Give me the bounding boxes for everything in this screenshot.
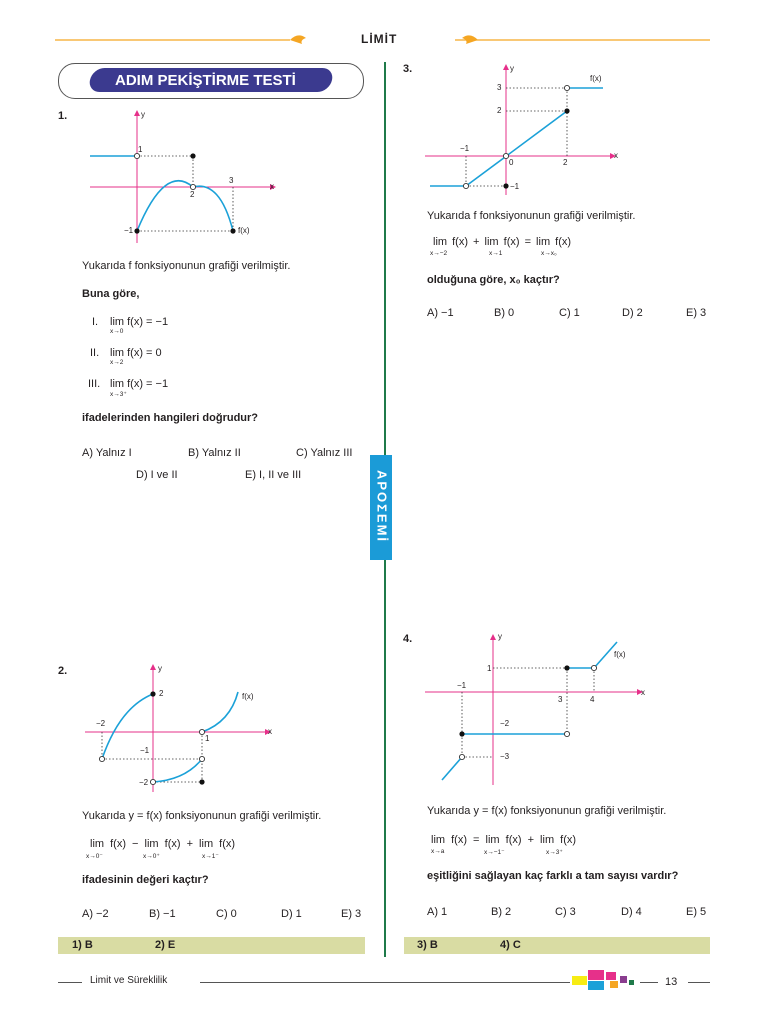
answer-key-right	[404, 937, 710, 954]
footer-line-left	[58, 982, 82, 983]
q1-item-2-roman: II.	[90, 347, 100, 359]
q1-text: Yukarıda f fonksiyonunun grafiği verilmiştir.	[82, 260, 291, 272]
q1-option-a[interactable]: A) Yalnız I	[82, 447, 132, 459]
q4-option-a[interactable]: A) 1	[427, 906, 448, 918]
q2-label-fx: f(x)	[242, 692, 254, 701]
q2-option-a[interactable]: A) −2	[82, 908, 109, 920]
q2-y-label: y	[158, 664, 162, 673]
q2-sub-3: x→1⁻	[202, 853, 219, 860]
q3-option-e[interactable]: E) 3	[686, 307, 707, 319]
q2-number: 2.	[58, 665, 68, 677]
q4-option-c[interactable]: C) 3	[555, 906, 576, 918]
q4-number: 4.	[403, 633, 413, 645]
q3-question: olduğuna göre, x₀ kaçtır?	[427, 274, 560, 286]
q3-label-2-y: 2	[497, 106, 502, 115]
q4-x-label: x	[641, 688, 645, 697]
q4-label-3: 3	[558, 695, 563, 704]
q3-number: 3.	[403, 63, 413, 75]
q1-label-fx: f(x)	[238, 226, 250, 235]
q2-label-minus2-y: −2	[139, 778, 149, 787]
q2-option-c[interactable]: C) 0	[216, 908, 237, 920]
q3-sub-1: x→−2	[430, 250, 448, 257]
q1-label-2: 2	[190, 190, 195, 199]
footer-color-blocks	[572, 970, 642, 994]
q3-label-3: 3	[497, 83, 502, 92]
q1-number: 1.	[58, 110, 68, 122]
q1-option-b[interactable]: B) Yalnız II	[188, 447, 241, 459]
q2-text: Yukarıda y = f(x) fonksiyonunun grafiği verilmiştir.	[82, 810, 322, 822]
q3-y-label: y	[510, 64, 514, 73]
q3-x-label: x	[614, 151, 618, 160]
q3-option-b[interactable]: B) 0	[494, 307, 515, 319]
q1-question: ifadelerinden hangileri doğrudur?	[82, 412, 259, 424]
q4-sub-2: x→−1⁻	[484, 849, 505, 856]
footer-title: Limit ve Süreklilik	[90, 975, 168, 986]
q3-option-a[interactable]: A) −1	[427, 307, 454, 319]
q4-sub-1: x→a	[431, 848, 445, 855]
q2-option-e[interactable]: E) 3	[341, 908, 362, 920]
q4-label-4: 4	[590, 695, 595, 704]
answer-key-left	[58, 937, 365, 954]
q1-item-3-roman: III.	[88, 378, 101, 390]
q2-label-2: 2	[159, 689, 164, 698]
answer-2: 2) E	[155, 939, 176, 951]
q1-item-1-sub: x→0	[110, 328, 124, 335]
q1-prompt: Buna göre,	[82, 288, 140, 300]
q2-sub-2: x→0⁺	[143, 853, 160, 860]
q4-label-minus1: −1	[457, 681, 467, 690]
banner-title: ADIM PEKİŞTİRME TESTİ	[115, 72, 296, 89]
q3-option-d[interactable]: D) 2	[622, 307, 643, 319]
q2-expr: lim f(x) − lim f(x) + lim f(x)	[90, 838, 236, 850]
q1-graph	[80, 108, 280, 248]
q4-question: eşitliğini sağlayan kaç farklı a tam sayısı vardır?	[427, 870, 679, 882]
q3-label-minus1-x: −1	[460, 144, 470, 153]
q4-y-label: y	[498, 632, 502, 641]
side-logo	[370, 455, 392, 560]
page-number: 13	[665, 976, 678, 988]
q2-sub-1: x→0⁻	[86, 853, 103, 860]
answer-3: 3) B	[417, 939, 438, 951]
q1-option-e[interactable]: E) I, II ve III	[245, 469, 302, 481]
q4-label-1: 1	[487, 664, 492, 673]
q3-sub-3: x→x₀	[541, 250, 557, 257]
q4-label-minus3: −3	[500, 752, 510, 761]
q1-item-2-expr: lim f(x) = 0	[110, 347, 162, 359]
q4-option-e[interactable]: E) 5	[686, 906, 707, 918]
q3-label-fx: f(x)	[590, 74, 602, 83]
q1-item-1-expr: lim f(x) = −1	[110, 316, 169, 328]
q4-expr: lim f(x) = lim f(x) + lim f(x)	[431, 834, 577, 846]
answer-4: 4) C	[500, 939, 521, 951]
q4-option-b[interactable]: B) 2	[491, 906, 512, 918]
q2-label-minus2: −2	[96, 719, 106, 728]
q3-option-c[interactable]: C) 1	[559, 307, 580, 319]
q1-x-label: x	[270, 182, 274, 191]
footer-line-right-a	[640, 982, 658, 983]
q4-text: Yukarıda y = f(x) fonksiyonunun grafiği verilmiştir.	[427, 805, 667, 817]
q1-item-1-roman: I.	[92, 316, 99, 328]
q4-label-fx: f(x)	[614, 650, 626, 659]
q4-option-d[interactable]: D) 4	[621, 906, 642, 918]
q4-label-minus2: −2	[500, 719, 510, 728]
q1-label-minus1: −1	[124, 226, 134, 235]
q1-option-c[interactable]: C) Yalnız III	[296, 447, 353, 459]
q2-label-1: 1	[205, 734, 210, 743]
q2-label-minus1: −1	[140, 746, 150, 755]
q1-y-label: y	[141, 110, 145, 119]
q1-option-d[interactable]: D) I ve II	[136, 469, 178, 481]
footer-line-mid	[200, 982, 570, 983]
q4-sub-3: x→3⁺	[546, 849, 563, 856]
q1-label-3: 3	[229, 176, 234, 185]
footer-line-right-b	[688, 982, 710, 983]
q2-question: ifadesinin değeri kaçtır?	[82, 874, 209, 886]
q3-sub-2: x→1	[489, 250, 503, 257]
q2-option-b[interactable]: B) −1	[149, 908, 176, 920]
q2-x-label: x	[268, 727, 272, 736]
header-ornament	[0, 0, 768, 60]
q3-label-2-x: 2	[563, 158, 568, 167]
q1-item-3-expr: lim f(x) = −1	[110, 378, 169, 390]
q3-expr: lim f(x) + lim f(x) = lim f(x)	[433, 236, 572, 248]
q3-text: Yukarıda f fonksiyonunun grafiği verilmiştir.	[427, 210, 636, 222]
q1-item-2-sub: x→2	[110, 359, 124, 366]
q2-graph	[80, 662, 280, 792]
answer-1: 1) B	[72, 939, 93, 951]
q3-label-minus1-y: −1	[510, 182, 520, 191]
q3-label-0: 0	[509, 158, 514, 167]
side-logo-text: APOΣEMİ	[374, 469, 390, 544]
q2-option-d[interactable]: D) 1	[281, 908, 302, 920]
q1-item-3-sub: x→3⁺	[110, 391, 127, 398]
q1-label-1: 1	[138, 145, 143, 154]
page-header-title: LİMİT	[361, 32, 398, 46]
